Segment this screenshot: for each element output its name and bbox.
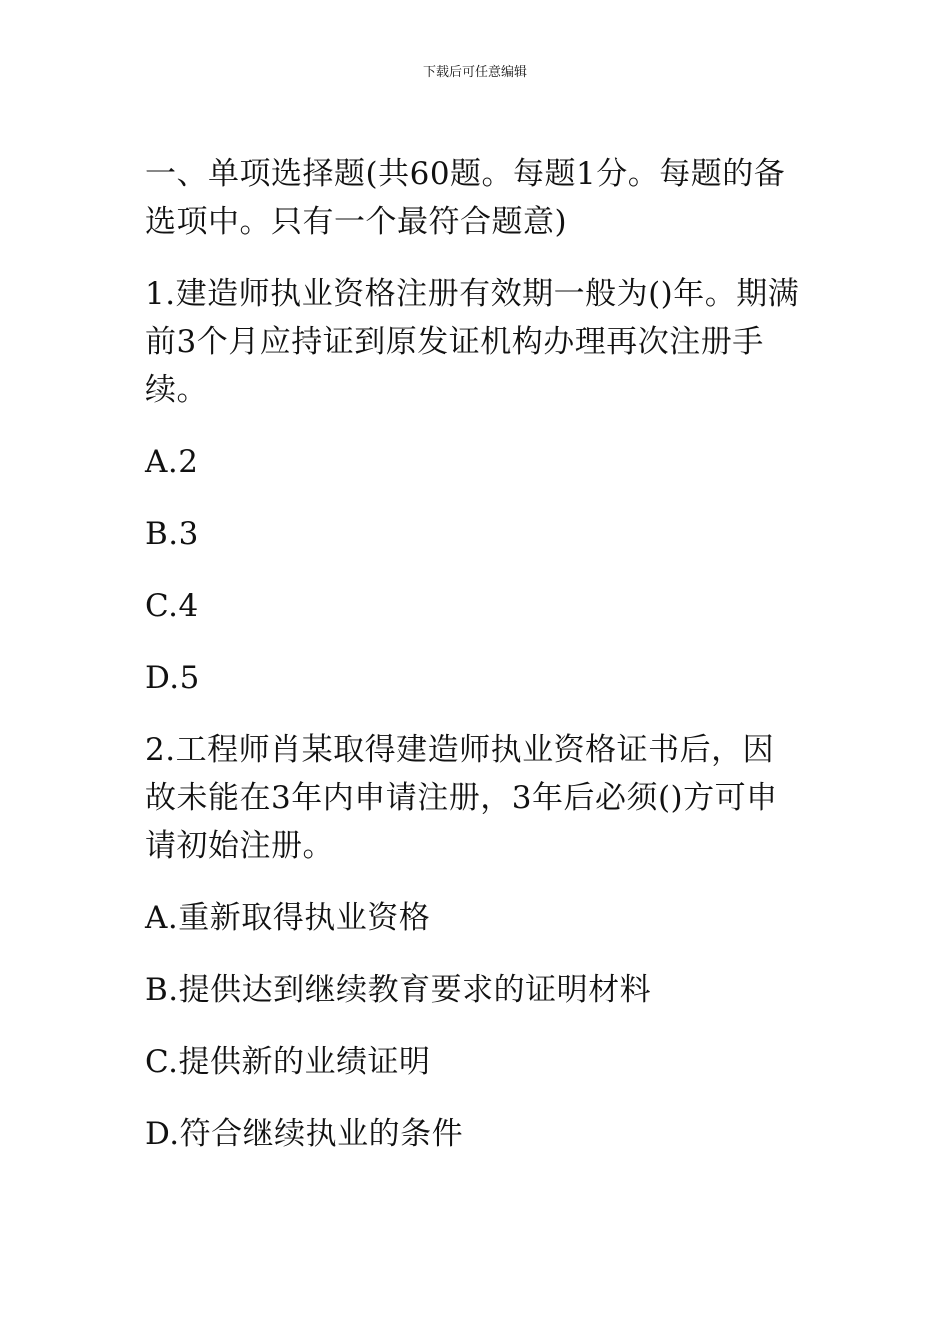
question-2 — [145, 726, 805, 1158]
question-1 — [145, 270, 805, 702]
document-body — [145, 150, 805, 1182]
option-d: D.5 — [145, 660, 200, 696]
question-stem: 2.工程师肖某取得建造师执业资格证书后，因故未能在3年内申请注册，3年后必须()方可申请初始注册。 — [145, 732, 778, 864]
section-title: 一、单项选择题(共60题。每题1分。每题的备选项中。只有一个最符合题意) — [145, 156, 786, 240]
question-stem: 1.建造师执业资格注册有效期一般为()年。期满前3个月应持证到原发证机构办理再次注册手续。 — [145, 276, 800, 408]
option-a: A.重新取得执业资格 — [145, 900, 431, 936]
option-b: B.3 — [145, 516, 199, 552]
option-c: C.4 — [145, 588, 199, 624]
option-c: C.提供新的业绩证明 — [145, 1044, 431, 1080]
option-d: D.符合继续执业的条件 — [145, 1116, 464, 1152]
option-a: A.2 — [145, 444, 199, 480]
option-b: B.提供达到继续教育要求的证明材料 — [145, 972, 652, 1008]
header-note: 下载后可任意编辑 — [422, 65, 527, 80]
